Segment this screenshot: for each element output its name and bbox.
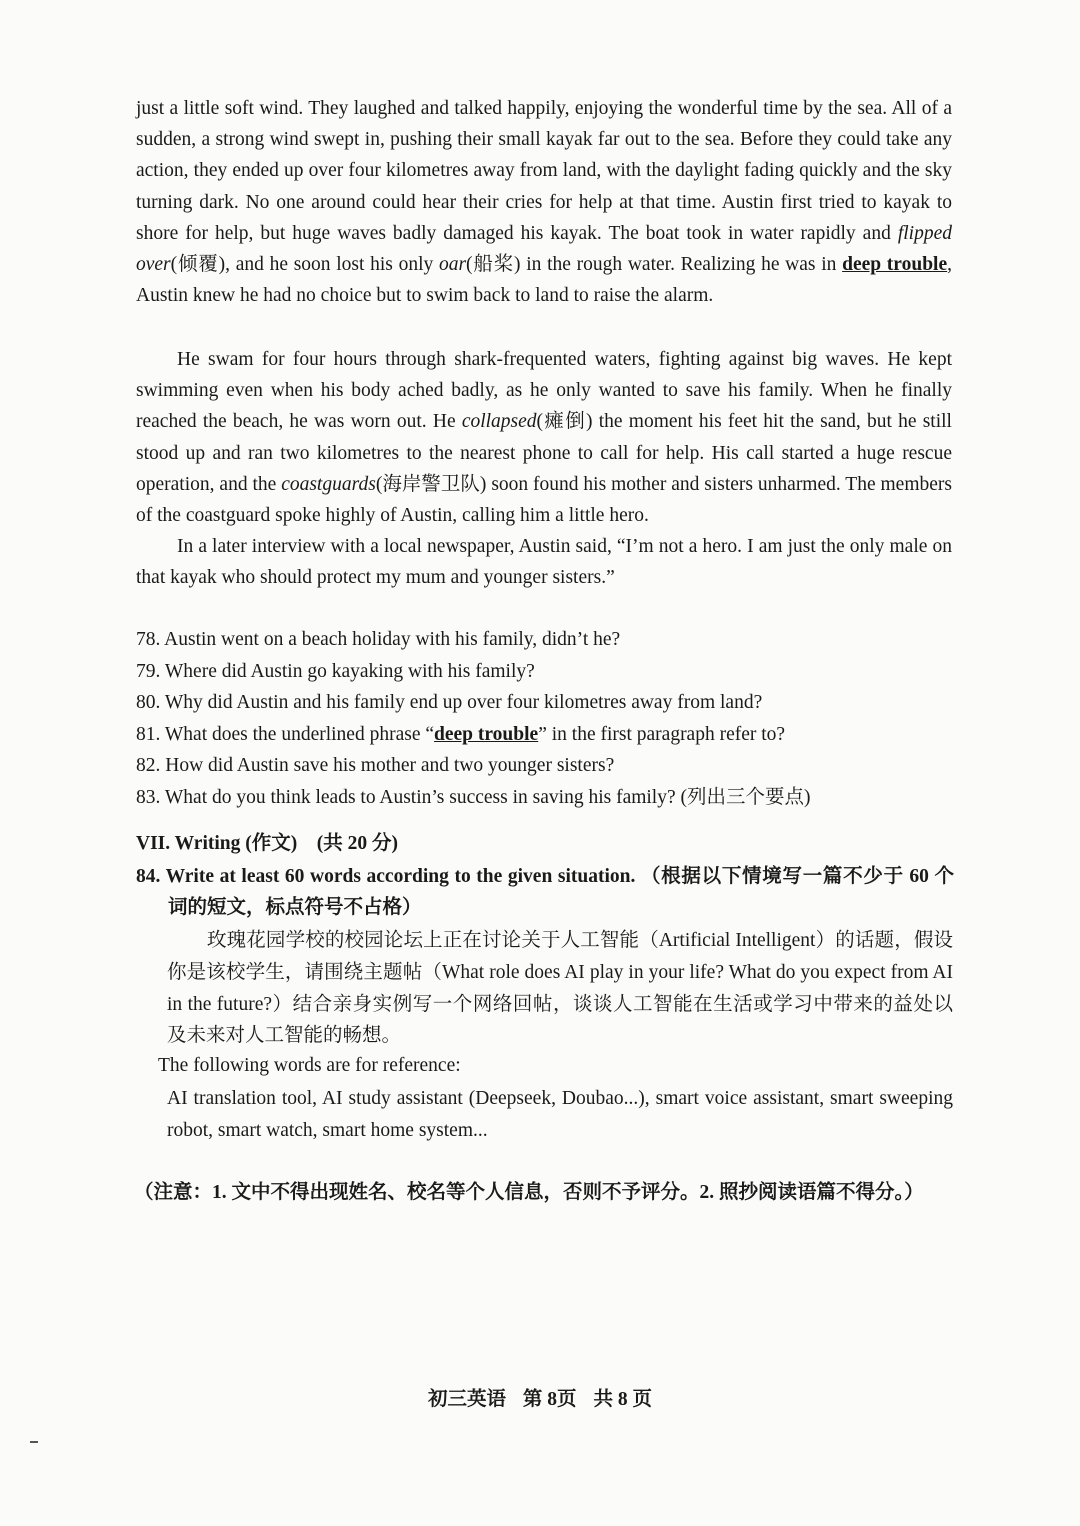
term-coastguards: coastguards (281, 473, 376, 495)
underlined-phrase-deep-trouble: deep trouble (434, 723, 539, 745)
footer-page-number: 第 8页 (522, 1389, 577, 1410)
writing-situation: 玫瑰花园学校的校园论坛上正在讨论关于人工智能（Artificial Intelligent）的话题，假设你是该校学生，请围绕主题帖（What role does AI play in your life? What do you expect from AI in the future?）结合亲身实例写一个网络回帖，谈谈人工智能在生活或学习中带来的益处以及未来对人工智能的畅想。 (167, 930, 953, 1047)
reference-title: The following words are for reference: (158, 1055, 461, 1076)
page-footer (0, 1385, 1080, 1415)
footer-total-pages: 共 8 页 (593, 1389, 652, 1410)
scan-speck (30, 1441, 38, 1443)
term-collapsed: collapsed (461, 411, 537, 433)
passage-paragraph-1: just a little soft wind. They laughed and talked happily, enjoying the wonderful time by the sea. All of a sudden, a strong wind swept in, pushing their small kayak far out to the sea. Before they could take any action, they ended up over four kilometres away from land, with the daylight fading quickly and the sky turning dark. No one around could hear their cries for help at that time. Austin first tried to kayak to shore for help, but huge waves badly damaged his kayak. The boat took in water rapidly and flipped over(倾覆), and he soon lost his only oar(船桨) in the rough water. Realizing he was in deep trouble, Austin knew he had no choice but to swim back to land to raise the alarm. (136, 98, 952, 307)
writing-note: （注意：1. 文中不得出现姓名、校名等个人信息，否则不予评分。2. 照抄阅读语篇不得分。） (134, 1182, 924, 1203)
question-78: 78. Austin went on a beach holiday with his family, didn’t he? (136, 629, 621, 650)
question-81: 81. What does the underlined phrase “deep trouble” in the first paragraph refer to? (136, 723, 786, 745)
reference-words: AI translation tool, AI study assistant (Deepseek, Doubao...), smart voice assistant, smart sweeping robot, smart watch, smart home system... (167, 1088, 953, 1141)
question-list (136, 624, 966, 814)
question-83: 83. What do you think leads to Austin’s success in saving his family? (列出三个要点) (136, 786, 811, 808)
passage-paragraph-3: In a later interview with a local newspaper, Austin said, “I’m not a hero. I am just the only male on that kayak who should protect my mum and younger sisters.” (136, 536, 952, 589)
writing-task: 84. Write at least 60 words according to the given situation. （根据以下情境写一篇不少于 60 个词的短文，标点符号不占格） (136, 866, 954, 918)
term-oar: oar (438, 254, 467, 276)
passage-paragraph-2: He swam for four hours through shark-frequented waters, fighting against big waves. He kept swimming even when his body ached badly, as he only wanted to save his family. When he finally reached the beach, he was worn out. He collapsed(瘫倒) the moment his feet hit the sand, but he still stood up and ran two kilometres to the nearest phone to call for help. His call started a huge rescue operation, and the coastguards(海岸警卫队) soon found his mother and sisters unharmed. The members of the coastguard spoke highly of Austin, calling him a little hero. (136, 349, 952, 527)
underlined-phrase-deep-trouble: deep trouble (842, 254, 948, 276)
section-title-writing: VII. Writing (作文) (共 20 分) (136, 833, 398, 854)
question-82: 82. How did Austin save his mother and two younger sisters? (136, 755, 615, 777)
question-80: 80. Why did Austin and his family end up over four kilometres away from land? (136, 692, 763, 714)
footer-subject: 初三英语 (428, 1389, 507, 1410)
term-flipped-over: flipped over (136, 222, 952, 276)
question-79: 79. Where did Austin go kayaking with his family? (136, 660, 535, 682)
